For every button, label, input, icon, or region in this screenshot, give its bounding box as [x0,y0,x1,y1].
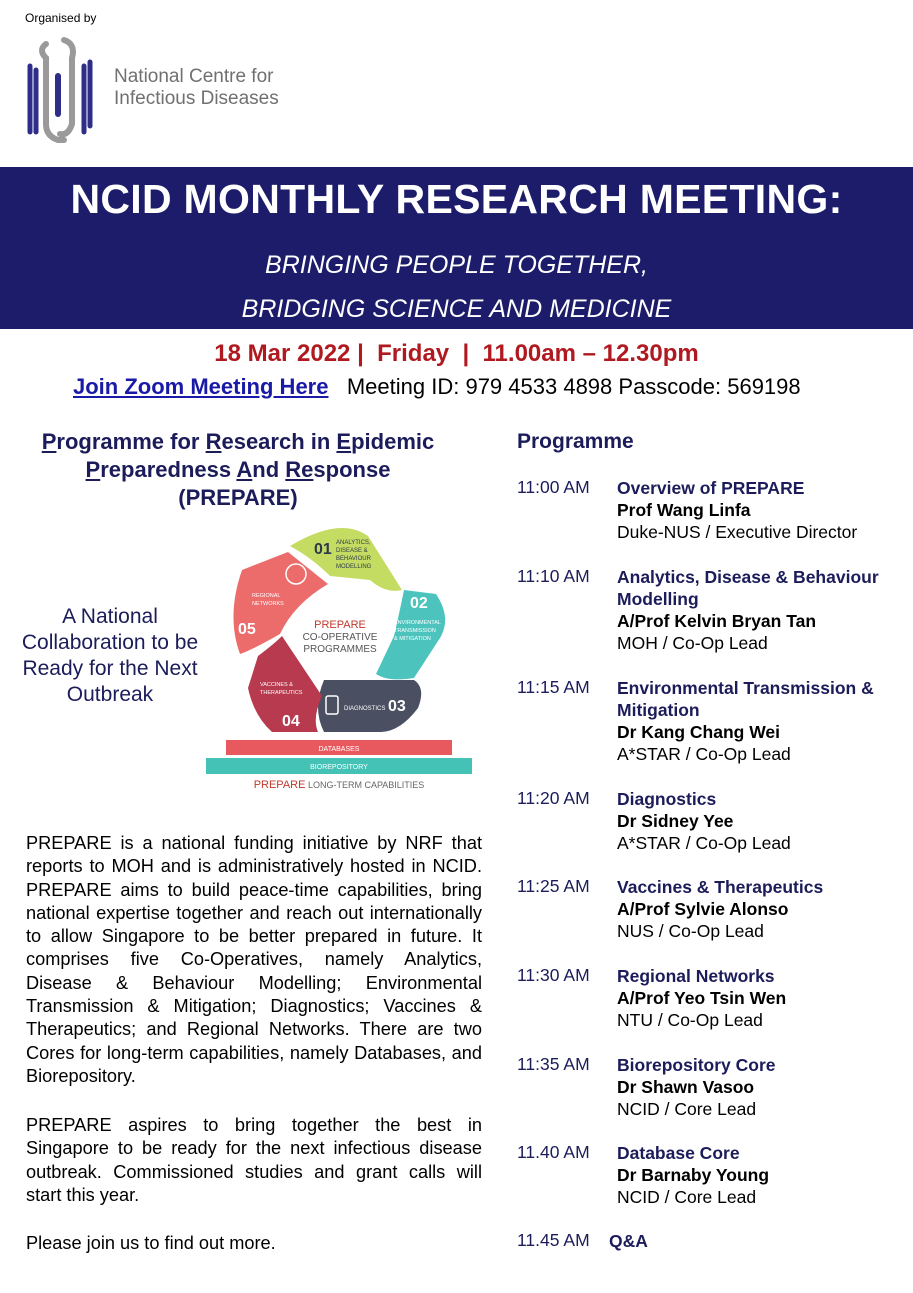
databases-label: DATABASES [318,746,360,753]
banner-title: NCID MONTHLY RESEARCH MEETING: [70,176,843,222]
slot-time: 11:25 AM [517,876,590,896]
seg03-number: 03 [388,698,406,715]
slot-role: MOH / Co-Op Lead [617,633,768,653]
slot-role: A*STAR / Co-Op Lead [617,744,791,764]
slot-time: 11:20 AM [517,788,590,808]
slot-speaker: A/Prof Yeo Tsin Wen [617,988,787,1008]
seg05-label2: NETWORKS [252,601,284,607]
biorepository-label: BIOREPOSITORY [310,764,368,771]
slot-speaker: Dr Shawn Vasoo [617,1077,755,1097]
org-name-line2: Infectious Diseases [114,88,279,109]
slot-speaker: A/Prof Kelvin Bryan Tan [617,611,817,631]
seg01-label4: MODELLING [336,564,372,570]
slot-topic: Environmental Transmission & Mitigation [617,678,874,720]
slot-time: 11:10 AM [517,566,590,586]
slot-time: 11:30 AM [517,965,590,985]
ncid-logo-icon [24,36,96,144]
prepare-tagline: A National Collaboration to be Ready for the Next Outbreak [21,605,199,706]
seg02-label1: ENVIRONMENTAL [394,620,441,626]
slot-role: A*STAR / Co-Op Lead [617,833,791,853]
slot-time: 11:15 AM [517,677,590,697]
event-date-time: 18 Mar 2022 | Friday | 11.00am – 12.30pm [214,340,699,367]
slot-topic: Regional Networks [617,966,775,986]
seg01-label2: DISEASE & [336,548,368,554]
slot-topic: Biorepository Core [617,1055,776,1075]
slot-time: 11.40 AM [517,1142,590,1162]
slot-speaker: Prof Wang Linfa [617,500,751,520]
banner-subtitle-line1: BRINGING PEOPLE TOGETHER, [265,251,648,279]
slot-time: 11:00 AM [517,477,590,497]
organisation-name [114,66,279,110]
slot-time: 11:35 AM [517,1054,590,1074]
programme-heading: Programme [517,430,634,453]
seg05-number: 05 [238,621,256,638]
slot-speaker: A/Prof Sylvie Alonso [617,899,789,919]
slot-topic: Diagnostics [617,789,717,809]
slot-topic: Database Core [617,1143,740,1163]
prepare-title [18,428,458,512]
seg01-label1: ANALYTICS, [336,540,371,546]
slot-role: NCID / Core Lead [617,1099,757,1119]
seg04-number: 04 [282,713,300,730]
seg01-number: 01 [314,541,332,558]
prepare-title-line2: Preparedness And Response [85,457,391,482]
center-line1: PREPARE [314,619,366,631]
zoom-line [73,374,801,400]
center-line3: PROGRAMMES [303,644,377,655]
zoom-meeting-link[interactable]: Join Zoom Meeting Here [73,374,329,399]
prepare-title-line1: Programme for Research in Epidemic [41,429,435,454]
slot-topic: Q&A [609,1231,648,1251]
diagram-caption: PREPARE LONG-TERM CAPABILITIES [253,779,425,791]
slot-role: NTU / Co-Op Lead [617,1010,763,1030]
seg01-label3: BEHAVIOUR [336,556,371,562]
seg05-label1: REGIONAL [252,593,281,599]
seg02-number: 02 [410,595,428,612]
slot-speaker: Dr Sidney Yee [617,811,734,831]
organised-by-label: Organised by [25,11,97,25]
slot-topic: Vaccines & Therapeutics [617,877,824,897]
prepare-paragraph-1: PREPARE is a national funding initiative by NRF that reports to MOH and is administratively hosted in NCID. PREPARE aims to build peace-time capabilities, bring national expertise together and reach out internationally to allow Singapore to be better prepared in future. It comprises five Co-Operatives, namely Analytics, Disease & Behaviour Modelling; Environmental Transmission & Mitigation; Diagnostics; Vaccines & Therapeutics; and Regional Networks. There are two Cores for long-term capabilities, namely Databases, and Biorepository. [26,833,482,1086]
slot-topic: Overview of PREPARE [617,478,805,498]
seg04-label2: THERAPEUTICS [260,690,303,696]
prepare-diagram [200,518,480,796]
slot-topic: Analytics, Disease & Behaviour Modelling [617,567,879,609]
prepare-title-line3: (PREPARE) [178,485,298,510]
slot-speaker: Dr Kang Chang Wei [617,722,781,742]
seg02-label3: & MITIGATION [394,636,431,642]
seg02-label2: TRANSMISSION [394,628,436,634]
meeting-info: Meeting ID: 979 4533 4898 Passcode: 569198 [346,374,801,399]
slot-role: NUS / Co-Op Lead [617,921,764,941]
slot-time: 11.45 AM [517,1230,590,1250]
org-name-line1: National Centre for [114,66,274,87]
banner-subtitle-line2: BRIDGING SCIENCE AND MEDICINE [241,295,672,323]
slot-role: Duke-NUS / Executive Director [617,522,858,542]
prepare-paragraph-2: PREPARE aspires to bring together the best in Singapore to be ready for the next infectious disease outbreak. Commissioned studies and grant calls will start this year. [26,1115,482,1205]
prepare-paragraph-3: Please join us to find out more. [26,1233,276,1253]
slot-speaker: Dr Barnaby Young [617,1165,770,1185]
slot-role: NCID / Core Lead [617,1187,757,1207]
seg03-label: DIAGNOSTICS [344,706,386,712]
seg04-label1: VACCINES & [260,682,293,688]
center-line2: CO-OPERATIVE [302,632,378,643]
